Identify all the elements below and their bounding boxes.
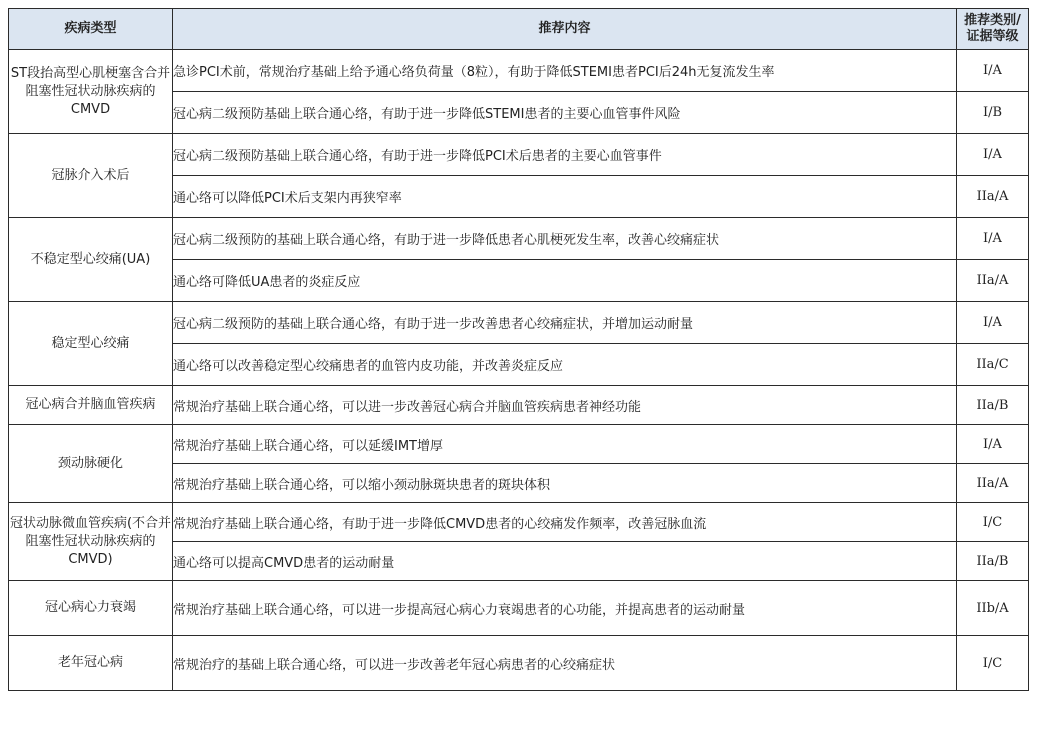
recommendation-cell: 常规治疗基础上联合通心络，可以进一步提高冠心病心力衰竭患者的心功能，并提高患者的运动耐量 xyxy=(173,581,957,636)
table-row xyxy=(9,386,1029,425)
table-row xyxy=(9,636,1029,691)
recommendation-cell: 通心络可降低UA患者的炎症反应 xyxy=(173,260,957,302)
table-row xyxy=(9,581,1029,636)
header-grade-line1: 推荐类别/ xyxy=(964,13,1021,28)
disease-type-cell: 冠脉介入术后 xyxy=(9,134,173,218)
grade-cell: I/A xyxy=(957,425,1029,464)
table-row xyxy=(9,503,1029,542)
recommendation-cell: 冠心病二级预防基础上联合通心络，有助于进一步降低STEMI患者的主要心血管事件风险 xyxy=(173,92,957,134)
header-grade-line2: 证据等级 xyxy=(966,29,1019,44)
recommendation-cell: 常规治疗基础上联合通心络，有助于进一步降低CMVD患者的心绞痛发作频率，改善冠脉血流 xyxy=(173,503,957,542)
recommendation-table xyxy=(8,8,1029,691)
disease-type-cell: 老年冠心病 xyxy=(9,636,173,691)
recommendation-cell: 急诊PCI术前，常规治疗基础上给予通心络负荷量（8粒），有助于降低STEMI患者PCI后24h无复流发生率 xyxy=(173,50,957,92)
grade-cell: IIa/A xyxy=(957,176,1029,218)
disease-type-cell: ST段抬高型心肌梗塞含合并阻塞性冠状动脉疾病的CMVD xyxy=(9,50,173,134)
disease-type-cell: 冠心病心力衰竭 xyxy=(9,581,173,636)
recommendation-cell: 通心络可以改善稳定型心绞痛患者的血管内皮功能，并改善炎症反应 xyxy=(173,344,957,386)
disease-type-cell: 不稳定型心绞痛(UA) xyxy=(9,218,173,302)
grade-cell: IIa/B xyxy=(957,542,1029,581)
header-recommendation-content: 推荐内容 xyxy=(173,9,957,50)
recommendation-cell: 通心络可以降低PCI术后支架内再狭窄率 xyxy=(173,176,957,218)
grade-cell: IIa/B xyxy=(957,386,1029,425)
recommendation-cell: 冠心病二级预防的基础上联合通心络，有助于进一步降低患者心肌梗死发生率，改善心绞痛症状 xyxy=(173,218,957,260)
table-row xyxy=(9,218,1029,260)
disease-type-cell: 稳定型心绞痛 xyxy=(9,302,173,386)
recommendation-cell: 常规治疗的基础上联合通心络，可以进一步改善老年冠心病患者的心绞痛症状 xyxy=(173,636,957,691)
table-row xyxy=(9,134,1029,176)
recommendation-cell: 通心络可以提高CMVD患者的运动耐量 xyxy=(173,542,957,581)
header-disease-type: 疾病类型 xyxy=(9,9,173,50)
table-row xyxy=(9,302,1029,344)
recommendation-cell: 冠心病二级预防的基础上联合通心络，有助于进一步改善患者心绞痛症状，并增加运动耐量 xyxy=(173,302,957,344)
header-grade xyxy=(957,9,1029,50)
grade-cell: I/C xyxy=(957,503,1029,542)
grade-cell: I/A xyxy=(957,50,1029,92)
table-row xyxy=(9,50,1029,92)
disease-type-cell: 颈动脉硬化 xyxy=(9,425,173,503)
grade-cell: IIa/A xyxy=(957,260,1029,302)
grade-cell: I/A xyxy=(957,134,1029,176)
disease-type-cell: 冠状动脉微血管疾病(不合并阻塞性冠状动脉疾病的CMVD) xyxy=(9,503,173,581)
grade-cell: IIa/C xyxy=(957,344,1029,386)
disease-type-cell: 冠心病合并脑血管疾病 xyxy=(9,386,173,425)
grade-cell: IIb/A xyxy=(957,581,1029,636)
recommendation-cell: 常规治疗基础上联合通心络，可以进一步改善冠心病合并脑血管疾病患者神经功能 xyxy=(173,386,957,425)
recommendation-cell: 冠心病二级预防基础上联合通心络，有助于进一步降低PCI术后患者的主要心血管事件 xyxy=(173,134,957,176)
grade-cell: I/B xyxy=(957,92,1029,134)
grade-cell: I/C xyxy=(957,636,1029,691)
table-header-row xyxy=(9,9,1029,50)
grade-cell: IIa/A xyxy=(957,464,1029,503)
recommendation-cell: 常规治疗基础上联合通心络，可以延缓IMT增厚 xyxy=(173,425,957,464)
grade-cell: I/A xyxy=(957,302,1029,344)
table-row xyxy=(9,425,1029,464)
grade-cell: I/A xyxy=(957,218,1029,260)
recommendation-cell: 常规治疗基础上联合通心络，可以缩小颈动脉斑块患者的斑块体积 xyxy=(173,464,957,503)
